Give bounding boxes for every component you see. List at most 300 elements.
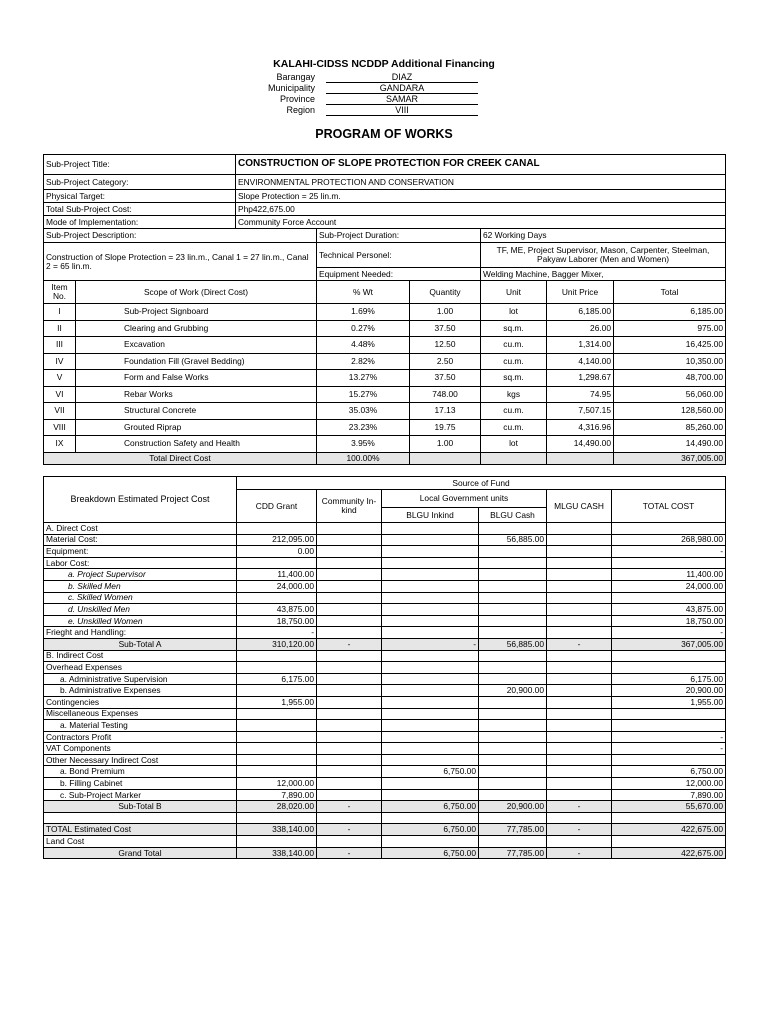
breakdown-bc: 56,885.00 [479, 534, 547, 546]
breakdown-bik [382, 557, 479, 569]
header-total: Total [614, 281, 726, 304]
breakdown-cdd [237, 592, 317, 604]
program-title: PROGRAM OF WORKS [315, 127, 453, 141]
breakdown-tot [612, 523, 726, 535]
breakdown-com [317, 592, 382, 604]
breakdown-bik: 6,750.00 [382, 847, 479, 859]
breakdown-row [44, 546, 726, 558]
breakdown-bik [382, 662, 479, 674]
scope-weight: 35.03% [317, 403, 410, 420]
breakdown-cdd: 0.00 [237, 546, 317, 558]
barangay-row [240, 72, 490, 83]
breakdown-com [317, 580, 382, 592]
breakdown-bc [479, 523, 547, 535]
breakdown-label [44, 812, 237, 824]
breakdown-row [44, 592, 726, 604]
breakdown-bik [382, 534, 479, 546]
scope-unit-price: 26.00 [547, 320, 614, 337]
breakdown-bc: 56,885.00 [479, 638, 547, 650]
header-wt: % Wt [317, 281, 410, 304]
breakdown-tot [612, 592, 726, 604]
scope-unit: lot [481, 436, 547, 453]
scope-weight: 23.23% [317, 419, 410, 436]
breakdown-bc [479, 720, 547, 732]
breakdown-bc [479, 673, 547, 685]
breakdown-row [44, 754, 726, 766]
breakdown-bc [479, 546, 547, 558]
breakdown-ml [547, 778, 612, 790]
scope-unit-price: 1,298.67 [547, 370, 614, 387]
mode-value: Community Force Account [236, 216, 726, 229]
breakdown-ml [547, 708, 612, 720]
breakdown-bc [479, 743, 547, 755]
breakdown-cdd [237, 836, 317, 848]
total-direct-wt: 100.00% [317, 452, 410, 464]
scope-row [44, 320, 726, 337]
breakdown-row [44, 743, 726, 755]
scope-row [44, 304, 726, 321]
breakdown-label: Land Cost [44, 836, 237, 848]
breakdown-com [317, 708, 382, 720]
target-value: Slope Protection = 25 lin.m. [236, 190, 726, 203]
breakdown-label: a. Project Supervisor [44, 569, 237, 581]
scope-item-no: II [44, 320, 76, 337]
scope-item-no: VII [44, 403, 76, 420]
breakdown-label: Sub-Total B [44, 801, 237, 813]
breakdown-cdd: 338,140.00 [237, 847, 317, 859]
breakdown-tot: 268,980.00 [612, 534, 726, 546]
breakdown-tot: 55,670.00 [612, 801, 726, 813]
scope-item-no: I [44, 304, 76, 321]
breakdown-ml [547, 604, 612, 616]
breakdown-row [44, 801, 726, 813]
breakdown-com [317, 766, 382, 778]
breakdown-cdd [237, 754, 317, 766]
breakdown-bc: 20,900.00 [479, 801, 547, 813]
breakdown-ml [547, 685, 612, 697]
scope-weight: 0.27% [317, 320, 410, 337]
breakdown-bc [479, 708, 547, 720]
breakdown-ml [547, 569, 612, 581]
breakdown-bc [479, 731, 547, 743]
breakdown-label: b. Filling Cabinet [44, 778, 237, 790]
breakdown-com [317, 836, 382, 848]
breakdown-ml [547, 731, 612, 743]
breakdown-bik [382, 720, 479, 732]
scope-weight: 2.82% [317, 353, 410, 370]
breakdown-ml [547, 592, 612, 604]
breakdown-ml: - [547, 847, 612, 859]
breakdown-row [44, 696, 726, 708]
breakdown-com [317, 604, 382, 616]
breakdown-com [317, 627, 382, 639]
breakdown-ml [547, 696, 612, 708]
breakdown-table [43, 476, 726, 859]
region-row [240, 105, 490, 116]
breakdown-label: a. Administrative Supervision [44, 673, 237, 685]
scope-weight: 4.48% [317, 337, 410, 354]
header-cdd: CDD Grant [237, 490, 317, 523]
breakdown-tot: 6,175.00 [612, 673, 726, 685]
breakdown-tot: 24,000.00 [612, 580, 726, 592]
breakdown-row [44, 847, 726, 859]
breakdown-tot [612, 754, 726, 766]
breakdown-cdd [237, 557, 317, 569]
breakdown-cdd [237, 812, 317, 824]
municipality-row [240, 83, 490, 94]
breakdown-label: c. Sub-Project Marker [44, 789, 237, 801]
breakdown-ml: - [547, 638, 612, 650]
municipality-value: GANDARA [326, 83, 478, 94]
scope-quantity: 1.00 [410, 436, 481, 453]
total-direct-value: 367,005.00 [614, 452, 726, 464]
scope-unit-price: 4,316.96 [547, 419, 614, 436]
scope-total: 14,490.00 [614, 436, 726, 453]
breakdown-tot [612, 708, 726, 720]
scope-quantity: 748.00 [410, 386, 481, 403]
breakdown-bc: 77,785.00 [479, 847, 547, 859]
breakdown-row [44, 731, 726, 743]
breakdown-label: Grand Total [44, 847, 237, 859]
breakdown-label: VAT Components [44, 743, 237, 755]
breakdown-com: - [317, 638, 382, 650]
breakdown-ml [547, 720, 612, 732]
breakdown-cdd: 12,000.00 [237, 778, 317, 790]
scope-unit-price: 4,140.00 [547, 353, 614, 370]
scope-unit: cu.m. [481, 353, 547, 370]
scope-item-no: III [44, 337, 76, 354]
breakdown-row [44, 534, 726, 546]
breakdown-bc [479, 627, 547, 639]
breakdown-cdd [237, 685, 317, 697]
breakdown-cdd [237, 731, 317, 743]
breakdown-row [44, 615, 726, 627]
title-value: CONSTRUCTION OF SLOPE PROTECTION FOR CREEK CANAL [236, 155, 726, 175]
breakdown-row [44, 638, 726, 650]
breakdown-com: - [317, 847, 382, 859]
province-value: SAMAR [326, 94, 478, 105]
scope-unit-price: 74.95 [547, 386, 614, 403]
breakdown-row [44, 650, 726, 662]
breakdown-row [44, 778, 726, 790]
breakdown-ml [547, 754, 612, 766]
scope-item-no: IV [44, 353, 76, 370]
category-label: Sub-Project Category: [44, 175, 236, 190]
breakdown-tot: 6,750.00 [612, 766, 726, 778]
scope-unit-price: 1,314.00 [547, 337, 614, 354]
scope-total: 56,060.00 [614, 386, 726, 403]
breakdown-label: a. Material Testing [44, 720, 237, 732]
breakdown-cdd [237, 720, 317, 732]
description-value: Construction of Slope Protection = 23 lin.m., Canal 1 = 27 lin.m., Canal 2 = 65 lin.m. [44, 243, 317, 281]
breakdown-cdd: 212,095.00 [237, 534, 317, 546]
duration-value: 62 Working Days [481, 229, 726, 243]
scope-scope-name: Foundation Fill (Gravel Bedding) [76, 353, 317, 370]
breakdown-row [44, 673, 726, 685]
scope-weight: 13.27% [317, 370, 410, 387]
scope-unit: kgs [481, 386, 547, 403]
scope-unit-price: 14,490.00 [547, 436, 614, 453]
breakdown-tot: 367,005.00 [612, 638, 726, 650]
breakdown-com: - [317, 801, 382, 813]
breakdown-row [44, 836, 726, 848]
breakdown-bc [479, 789, 547, 801]
breakdown-label: Overhead Expenses [44, 662, 237, 674]
breakdown-bik [382, 836, 479, 848]
breakdown-bik [382, 569, 479, 581]
breakdown-row [44, 720, 726, 732]
scope-scope-name: Excavation [76, 337, 317, 354]
region-label: Region [286, 105, 315, 115]
scope-row [44, 370, 726, 387]
breakdown-cdd: 28,020.00 [237, 801, 317, 813]
scope-weight: 1.69% [317, 304, 410, 321]
breakdown-com [317, 778, 382, 790]
breakdown-label: B. Indirect Cost [44, 650, 237, 662]
scope-quantity: 19.75 [410, 419, 481, 436]
scope-item-no: VIII [44, 419, 76, 436]
breakdown-cdd [237, 708, 317, 720]
breakdown-ml: - [547, 824, 612, 836]
scope-item-no: V [44, 370, 76, 387]
target-label: Physical Target: [44, 190, 236, 203]
breakdown-com [317, 662, 382, 674]
scope-scope-name: Clearing and Grubbing [76, 320, 317, 337]
breakdown-ml [547, 836, 612, 848]
scope-scope-name: Form and False Works [76, 370, 317, 387]
breakdown-cdd: 11,400.00 [237, 569, 317, 581]
scope-quantity: 1.00 [410, 304, 481, 321]
breakdown-bik: 6,750.00 [382, 824, 479, 836]
breakdown-bik [382, 789, 479, 801]
header-item-no: Item No. [44, 281, 76, 304]
scope-total: 48,700.00 [614, 370, 726, 387]
mode-label: Mode of Implementation: [44, 216, 236, 229]
breakdown-bik: 6,750.00 [382, 801, 479, 813]
breakdown-cdd: 7,890.00 [237, 789, 317, 801]
breakdown-ml [547, 615, 612, 627]
breakdown-tot: 422,675.00 [612, 847, 726, 859]
breakdown-cdd: 6,175.00 [237, 673, 317, 685]
breakdown-tot: 12,000.00 [612, 778, 726, 790]
breakdown-com [317, 685, 382, 697]
breakdown-bc [479, 836, 547, 848]
breakdown-bik [382, 731, 479, 743]
scope-unit-price: 6,185.00 [547, 304, 614, 321]
personnel-value: TF, ME, Project Supervisor, Mason, Carpenter, Steelman, Pakyaw Laborer (Men and Women) [481, 243, 726, 268]
scope-total: 975.00 [614, 320, 726, 337]
breakdown-cdd [237, 650, 317, 662]
scope-scope-name: Sub-Project Signboard [76, 304, 317, 321]
breakdown-tot [612, 720, 726, 732]
breakdown-bc [479, 569, 547, 581]
document-title: KALAHI-CIDSS NCDDP Additional Financing [273, 58, 495, 70]
breakdown-label: Sub-Total A [44, 638, 237, 650]
breakdown-com [317, 650, 382, 662]
breakdown-com [317, 720, 382, 732]
scope-total: 16,425.00 [614, 337, 726, 354]
scope-scope-name: Construction Safety and Health [76, 436, 317, 453]
breakdown-ml: - [547, 801, 612, 813]
breakdown-ml [547, 662, 612, 674]
breakdown-bc [479, 778, 547, 790]
scope-row [44, 436, 726, 453]
breakdown-ml [547, 789, 612, 801]
scope-row [44, 337, 726, 354]
scope-item-no: VI [44, 386, 76, 403]
breakdown-bik [382, 778, 479, 790]
scope-item-no: IX [44, 436, 76, 453]
breakdown-bik [382, 754, 479, 766]
breakdown-row [44, 789, 726, 801]
breakdown-label: Contingencies [44, 696, 237, 708]
breakdown-bik: - [382, 638, 479, 650]
breakdown-bik [382, 696, 479, 708]
breakdown-bik: 6,750.00 [382, 766, 479, 778]
breakdown-tot [612, 557, 726, 569]
breakdown-com: - [317, 824, 382, 836]
breakdown-tot: - [612, 731, 726, 743]
breakdown-bc [479, 557, 547, 569]
title-label: Sub-Project Title: [44, 155, 236, 175]
breakdown-bc [479, 650, 547, 662]
breakdown-tot: 20,900.00 [612, 685, 726, 697]
total-direct-label: Total Direct Cost [44, 452, 317, 464]
scope-unit: cu.m. [481, 337, 547, 354]
category-value: ENVIRONMENTAL PROTECTION AND CONSERVATION [236, 175, 726, 190]
breakdown-bc [479, 766, 547, 778]
breakdown-com [317, 812, 382, 824]
breakdown-tot: - [612, 743, 726, 755]
breakdown-tot [612, 650, 726, 662]
breakdown-com [317, 731, 382, 743]
breakdown-com [317, 569, 382, 581]
breakdown-cdd: 1,955.00 [237, 696, 317, 708]
breakdown-tot: 11,400.00 [612, 569, 726, 581]
province-row [240, 94, 490, 105]
scope-quantity: 37.50 [410, 320, 481, 337]
breakdown-bc: 20,900.00 [479, 685, 547, 697]
breakdown-com [317, 673, 382, 685]
header-community: Community In-kind [317, 490, 382, 523]
breakdown-label: TOTAL Estimated Cost [44, 824, 237, 836]
breakdown-tot: - [612, 546, 726, 558]
breakdown-bik [382, 592, 479, 604]
header-breakdown: Breakdown Estimated Project Cost [44, 477, 237, 523]
breakdown-tot [612, 836, 726, 848]
breakdown-cdd: 310,120.00 [237, 638, 317, 650]
scope-scope-name: Grouted Riprap [76, 419, 317, 436]
breakdown-bik [382, 627, 479, 639]
breakdown-label: A. Direct Cost [44, 523, 237, 535]
breakdown-ml [547, 743, 612, 755]
municipality-label: Municipality [267, 83, 315, 93]
header-total-cost: TOTAL COST [612, 490, 726, 523]
breakdown-row [44, 662, 726, 674]
scope-weight: 15.27% [317, 386, 410, 403]
breakdown-bik [382, 615, 479, 627]
breakdown-row [44, 580, 726, 592]
breakdown-bik [382, 812, 479, 824]
breakdown-label: Frieght and Handling: [44, 627, 237, 639]
breakdown-label: b. Skilled Men [44, 580, 237, 592]
breakdown-label: d. Unskilled Men [44, 604, 237, 616]
breakdown-ml [547, 523, 612, 535]
breakdown-bik [382, 685, 479, 697]
scope-quantity: 17.13 [410, 403, 481, 420]
breakdown-ml [547, 650, 612, 662]
breakdown-com [317, 557, 382, 569]
description-label: Sub-Project Description: [44, 229, 317, 243]
duration-label: Sub-Project Duration: [317, 229, 481, 243]
breakdown-ml [547, 580, 612, 592]
scope-unit: lot [481, 304, 547, 321]
breakdown-ml [547, 766, 612, 778]
scope-total: 6,185.00 [614, 304, 726, 321]
breakdown-cdd [237, 523, 317, 535]
breakdown-cdd: 24,000.00 [237, 580, 317, 592]
cost-value: Php422,675.00 [236, 203, 726, 216]
header-scope: Scope of Work (Direct Cost) [76, 281, 317, 304]
breakdown-com [317, 546, 382, 558]
barangay-label: Barangay [276, 72, 315, 82]
header-blgu-inkind: BLGU Inkind [382, 508, 479, 523]
breakdown-ml [547, 627, 612, 639]
breakdown-row [44, 604, 726, 616]
scope-row [44, 403, 726, 420]
breakdown-com [317, 615, 382, 627]
breakdown-row [44, 627, 726, 639]
scope-row [44, 386, 726, 403]
scope-scope-name: Rebar Works [76, 386, 317, 403]
breakdown-tot: 18,750.00 [612, 615, 726, 627]
breakdown-cdd [237, 766, 317, 778]
breakdown-bik [382, 546, 479, 558]
scope-weight: 3.95% [317, 436, 410, 453]
breakdown-row [44, 824, 726, 836]
breakdown-row [44, 523, 726, 535]
equipment-value: Welding Machine, Bagger Mixer, [481, 268, 726, 281]
breakdown-bik [382, 708, 479, 720]
scope-quantity: 12.50 [410, 337, 481, 354]
header-mlgu: MLGU CASH [547, 490, 612, 523]
scope-unit: cu.m. [481, 403, 547, 420]
breakdown-ml [547, 546, 612, 558]
breakdown-label: a. Bond Premium [44, 766, 237, 778]
breakdown-bik [382, 580, 479, 592]
breakdown-bc: 77,785.00 [479, 824, 547, 836]
scope-row [44, 419, 726, 436]
breakdown-ml [547, 557, 612, 569]
breakdown-row [44, 708, 726, 720]
breakdown-tot [612, 662, 726, 674]
breakdown-label: c. Skilled Women [44, 592, 237, 604]
breakdown-com [317, 523, 382, 535]
breakdown-tot: 422,675.00 [612, 824, 726, 836]
header-qty: Quantity [410, 281, 481, 304]
header-unit: Unit [481, 281, 547, 304]
scope-quantity: 2.50 [410, 353, 481, 370]
header-lgu: Local Government units [382, 490, 547, 508]
breakdown-label: Other Necessary Indirect Cost [44, 754, 237, 766]
scope-row [44, 353, 726, 370]
scope-unit: sq.m. [481, 320, 547, 337]
scope-unit: sq.m. [481, 370, 547, 387]
breakdown-row [44, 557, 726, 569]
breakdown-bc [479, 615, 547, 627]
scope-total: 10,350.00 [614, 353, 726, 370]
breakdown-label: Material Cost: [44, 534, 237, 546]
